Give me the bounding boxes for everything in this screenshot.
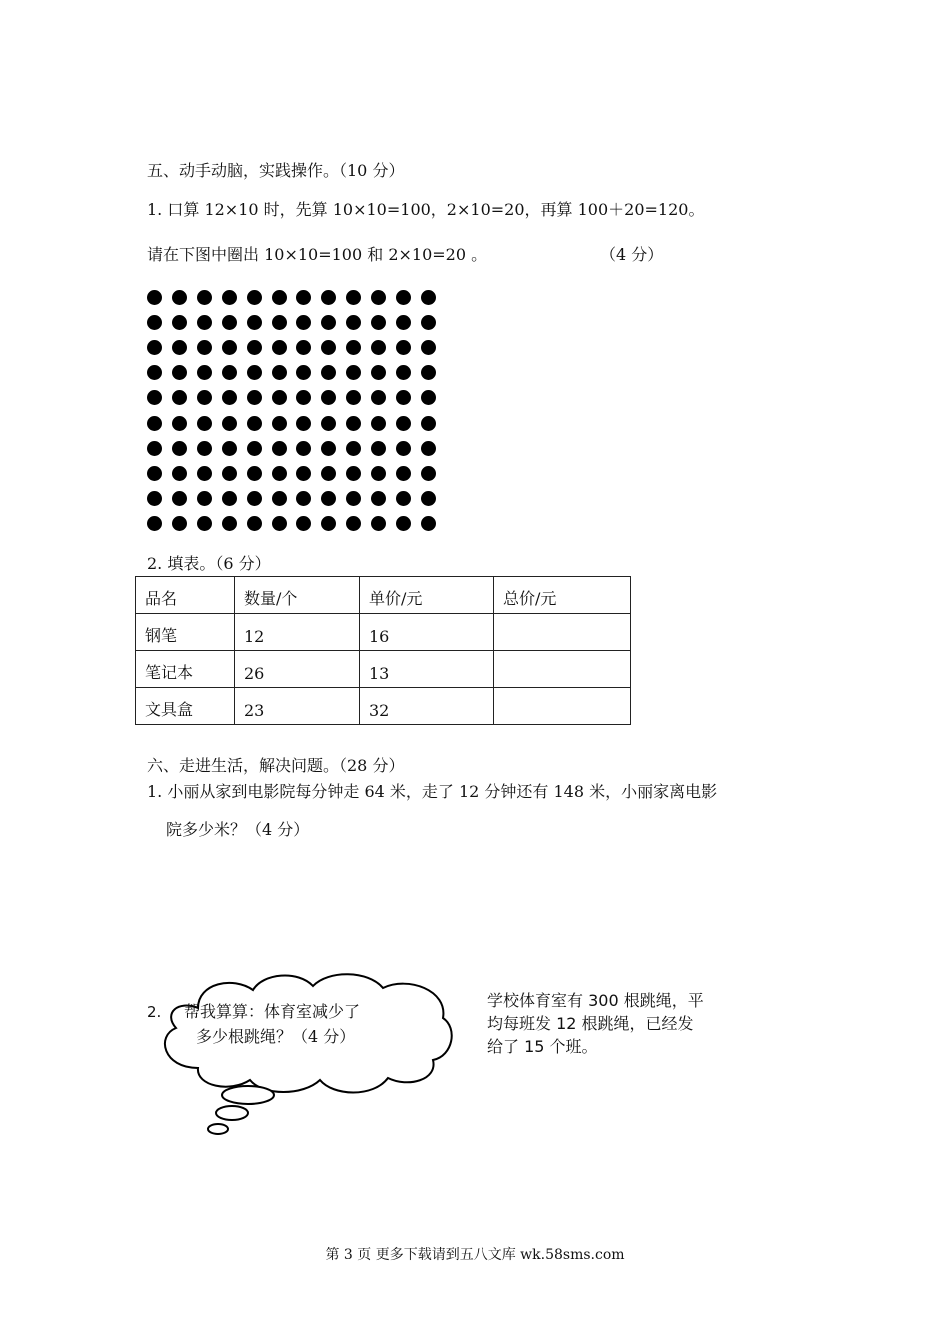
grid-dot [396,340,411,355]
grid-dot [396,315,411,330]
grid-dot [147,516,162,531]
grid-dot [371,290,386,305]
grid-dot [346,416,361,431]
grid-dot [247,466,262,481]
table-cell: 笔记本 [136,651,235,688]
table-cell: 26 [235,651,360,688]
table-header-cell: 单价/元 [360,577,494,614]
grid-dot [296,491,311,506]
grid-dot [272,315,287,330]
s6-q1-line1: 1. 小丽从家到电影院每分钟走 64 米，走了 12 分钟还有 148 米，小丽家离电影 [147,782,718,801]
grid-dot [222,516,237,531]
grid-dot [321,491,336,506]
grid-dot [147,315,162,330]
grid-dot [172,516,187,531]
q1-score: （4 分） [600,245,664,264]
grid-dot [296,340,311,355]
grid-dot [421,340,436,355]
grid-dot [197,315,212,330]
grid-dot [247,290,262,305]
grid-dot [172,290,187,305]
grid-dot [222,441,237,456]
grid-dot [247,315,262,330]
grid-dot [272,390,287,405]
grid-dot [222,340,237,355]
grid-dot [421,365,436,380]
answer-cell[interactable] [494,651,631,688]
grid-dot [222,315,237,330]
table-header-cell: 总价/元 [494,577,631,614]
table-cell: 钢笔 [136,614,235,651]
grid-dot [371,390,386,405]
grid-dot [421,441,436,456]
grid-dot [296,416,311,431]
grid-dot [371,516,386,531]
grid-dot [346,491,361,506]
grid-dot [247,491,262,506]
grid-dot [147,441,162,456]
grid-dot [421,491,436,506]
answer-cell[interactable] [494,688,631,725]
s6-q1-line2: 院多少米？（4 分） [166,820,310,839]
table-cell: 23 [235,688,360,725]
grid-dot [296,290,311,305]
s6-q2-number: 2. [147,1003,162,1021]
grid-dot [296,441,311,456]
cloud-text-line2: 多少根跳绳？（4 分） [196,1027,356,1046]
table-row [136,614,631,651]
table-cell: 13 [360,651,494,688]
grid-dot [197,290,212,305]
q1-instruction-line2: 请在下图中圈出 10×10=100 和 2×10=20 。 [147,245,488,264]
grid-dot [321,340,336,355]
grid-dot [197,390,212,405]
grid-dot [247,441,262,456]
grid-dot [272,516,287,531]
grid-dot [296,516,311,531]
grid-dot [247,365,262,380]
section6-heading: 六、走进生活，解决问题。（28 分） [147,756,405,775]
cloud-text-line1: 帮我算算：体育室减少了 [184,1002,361,1021]
grid-dot [421,416,436,431]
q1-instruction-line1: 1. 口算 12×10 时，先算 10×10=100，2×10=20，再算 100＋20=120。 [147,200,705,219]
grid-dot [272,491,287,506]
grid-dot [321,516,336,531]
grid-dot [222,290,237,305]
grid-dot [197,516,212,531]
table-cell: 文具盒 [136,688,235,725]
grid-dot [346,441,361,456]
table-cell: 16 [360,614,494,651]
grid-dot [321,416,336,431]
grid-dot [321,290,336,305]
grid-dot [197,365,212,380]
grid-dot [172,365,187,380]
grid-dot [272,441,287,456]
grid-dot [346,290,361,305]
grid-dot [346,315,361,330]
grid-dot [172,390,187,405]
grid-dot [172,441,187,456]
grid-dot [272,290,287,305]
table-row [136,688,631,725]
grid-dot [147,390,162,405]
grid-dot [247,390,262,405]
grid-dot [321,390,336,405]
grid-dot [172,491,187,506]
grid-dot [321,365,336,380]
grid-dot [346,365,361,380]
grid-dot [371,441,386,456]
grid-dot [222,466,237,481]
grid-dot [321,315,336,330]
table-header-cell: 品名 [136,577,235,614]
section5-heading: 五、动手动脑，实践操作。（10 分） [147,161,405,180]
grid-dot [222,416,237,431]
grid-dot [421,390,436,405]
grid-dot [247,416,262,431]
table-cell: 12 [235,614,360,651]
table-header-row [136,577,631,614]
info-line2: 均每班发 12 根跳绳，已经发 [487,1014,694,1033]
grid-dot [421,466,436,481]
grid-dot [197,466,212,481]
page-footer: 第 3 页 更多下载请到五八文库 wk.58sms.com [325,1247,625,1263]
grid-dot [371,416,386,431]
grid-dot [396,390,411,405]
grid-dot [421,315,436,330]
thought-cloud [158,968,458,1138]
grid-dot [147,340,162,355]
grid-dot [371,315,386,330]
grid-dot [147,416,162,431]
grid-dot [396,491,411,506]
table-cell: 32 [360,688,494,725]
grid-dot [421,516,436,531]
grid-dot [371,491,386,506]
grid-dot [296,315,311,330]
grid-dot [321,441,336,456]
grid-dot [346,340,361,355]
grid-dot [172,340,187,355]
grid-dot [346,466,361,481]
grid-dot [172,466,187,481]
grid-dot [222,491,237,506]
grid-dot [222,390,237,405]
grid-dot [296,466,311,481]
grid-dot [396,416,411,431]
grid-dot [247,516,262,531]
grid-dot [371,365,386,380]
grid-dot [172,315,187,330]
grid-dot [272,416,287,431]
grid-dot [396,466,411,481]
grid-dot [421,290,436,305]
grid-dot [197,416,212,431]
price-table [135,576,631,725]
grid-dot [396,365,411,380]
grid-dot [272,365,287,380]
grid-dot [247,340,262,355]
grid-dot [396,441,411,456]
grid-dot [346,390,361,405]
grid-dot [272,466,287,481]
grid-dot [172,416,187,431]
grid-dot [296,390,311,405]
grid-dot [147,365,162,380]
grid-dot [296,365,311,380]
grid-dot [371,466,386,481]
grid-dot [371,340,386,355]
grid-dot [197,441,212,456]
grid-dot [147,491,162,506]
grid-dot [222,365,237,380]
grid-dot [396,516,411,531]
table-row [136,651,631,688]
grid-dot [396,290,411,305]
q2-label: 2. 填表。（6 分） [147,554,271,573]
grid-dot [272,340,287,355]
grid-dot [321,466,336,481]
grid-dot [197,491,212,506]
grid-dot [197,340,212,355]
grid-dot [147,290,162,305]
answer-cell[interactable] [494,614,631,651]
info-line1: 学校体育室有 300 根跳绳，平 [487,991,704,1010]
grid-dot [147,466,162,481]
info-line3: 给了 15 个班。 [487,1037,598,1056]
table-header-cell: 数量/个 [235,577,360,614]
grid-dot [346,516,361,531]
